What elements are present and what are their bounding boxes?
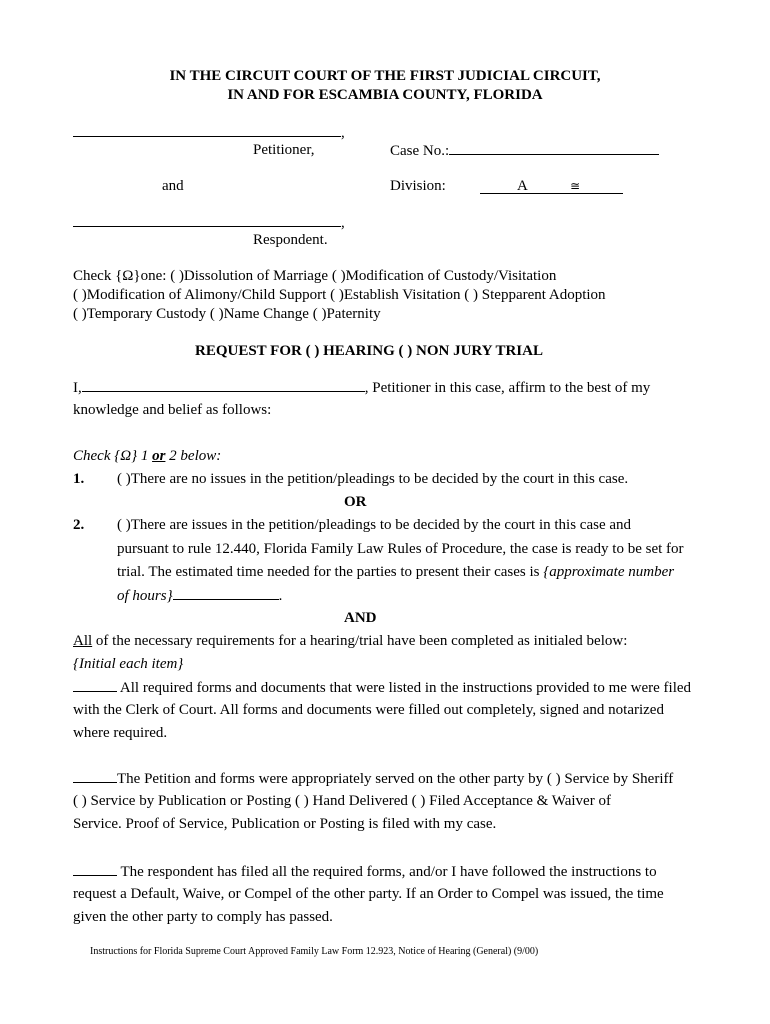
and-divider: AND (344, 610, 377, 626)
initial-field-1[interactable] (73, 678, 117, 692)
item2-number: 2. (73, 517, 85, 533)
check-instruction-or: or (152, 448, 166, 464)
item2-line2: pursuant to rule 12.440, Florida Family Law Rules of Procedure, the case is ready to be set for (117, 541, 684, 557)
case-number-label: Case No.: (390, 143, 450, 159)
item1-text[interactable]: ( )There are no issues in the petition/pleadings to be decided by the court in this case. (117, 471, 629, 487)
item2-line3 (117, 563, 674, 581)
petitioner-name-field[interactable] (73, 123, 345, 142)
respondent-label: Respondent. (253, 232, 328, 248)
case-type-line2[interactable]: ( )Modification of Alimony/Child Support ( )Establish Visitation ( ) Stepparent Adoption (73, 287, 606, 303)
affirm-suffix: , Petitioner in this case, affirm to the best of my (364, 380, 651, 396)
requirements-intro-all: All (73, 633, 93, 649)
item1-number: 1. (73, 471, 85, 487)
respondent-name-line (73, 213, 341, 227)
requirement1-line2: with the Clerk of Court. All forms and documents were filled out completely, signed and notarized (73, 702, 664, 718)
requirement3-line2: request a Default, Waive, or Compel of the other party. If an Order to Compel was issued, the time (73, 886, 664, 902)
requirement1-text: All required forms and documents that were listed in the instructions provided to me were filed (117, 680, 692, 696)
affirm-line2: knowledge and belief as follows: (73, 402, 272, 418)
form-footer: Instructions for Florida Supreme Court Approved Family Law Form 12.923, Notice of Hearing (General) (9/00) (90, 946, 539, 957)
requirement2-line3: Service. Proof of Service, Publication or Posting is filed with my case. (73, 816, 497, 832)
initial-each-instruction: {Initial each item} (73, 656, 184, 672)
case-type-line1[interactable]: Check {Ω}one: ( )Dissolution of Marriage ( )Modification of Custody/Visitation (73, 268, 557, 284)
respondent-name-field[interactable] (73, 213, 345, 232)
requirements-intro-rest: of the necessary requirements for a hearing/trial have been completed as initialed below: (92, 633, 628, 649)
requirement1-line3: where required. (73, 725, 168, 741)
court-header-line2: IN AND FOR ESCAMBIA COUNTY, FLORIDA (227, 87, 543, 103)
item2-line4a: of hours} (117, 588, 173, 604)
case-number-line (449, 141, 659, 155)
check-instruction (73, 447, 221, 465)
requirement3-text: The respondent has filed all the required forms, and/or I have followed the instructions to (117, 864, 657, 880)
petitioner-name-line (73, 123, 341, 137)
affirm-line1 (73, 378, 650, 397)
item2-line4b: . (278, 588, 283, 604)
court-header-line1: IN THE CIRCUIT COURT OF THE FIRST JUDICIAL CIRCUIT, (169, 68, 601, 84)
case-number-field[interactable] (390, 141, 659, 160)
hours-field[interactable] (173, 586, 279, 600)
affirm-name-line[interactable] (82, 378, 365, 392)
requirements-intro (73, 632, 627, 650)
division-symbol: ≅ (570, 179, 581, 193)
item2-line3a: trial. The estimated time needed for the parties to present their cases is (117, 564, 544, 580)
or-label: OR (344, 494, 367, 510)
and-label: and (162, 178, 184, 194)
requirement2-line1 (73, 769, 673, 788)
check-instruction-a: Check {Ω} (73, 448, 141, 464)
check-instruction-b: 2 below: (165, 448, 222, 464)
petitioner-label: Petitioner, (253, 142, 315, 158)
item2-line1[interactable]: ( )There are issues in the petition/pleadings to be decided by the court in this case and (117, 517, 632, 533)
requirement1-line1 (73, 678, 691, 697)
request-title: REQUEST FOR ( ) HEARING ( ) NON JURY TRIAL (195, 343, 543, 359)
division-label: Division: (390, 178, 446, 194)
affirm-prefix: I, (73, 380, 82, 396)
item2-line4 (117, 586, 282, 605)
division-field[interactable] (480, 177, 623, 194)
initial-field-2[interactable] (73, 769, 117, 783)
requirement3-line3: given the other party to comply has passed. (73, 909, 333, 925)
petitioner-comma: , (341, 125, 345, 141)
case-type-line3[interactable]: ( )Temporary Custody ( )Name Change ( )Paternity (73, 306, 381, 322)
division-value: A (517, 178, 528, 194)
requirement2-line2[interactable]: ( ) Service by Publication or Posting ( ) Hand Delivered ( ) Filed Acceptance & Waiver of (73, 793, 611, 809)
requirement2-text[interactable]: The Petition and forms were appropriately served on the other party by ( ) Service by Sheriff (117, 771, 674, 787)
initial-field-3[interactable] (73, 862, 117, 876)
item2-line3b: {approximate number (543, 564, 675, 580)
requirement3-line1 (73, 862, 657, 881)
respondent-comma: , (341, 215, 345, 231)
check-instruction-num1: 1 (140, 448, 153, 464)
